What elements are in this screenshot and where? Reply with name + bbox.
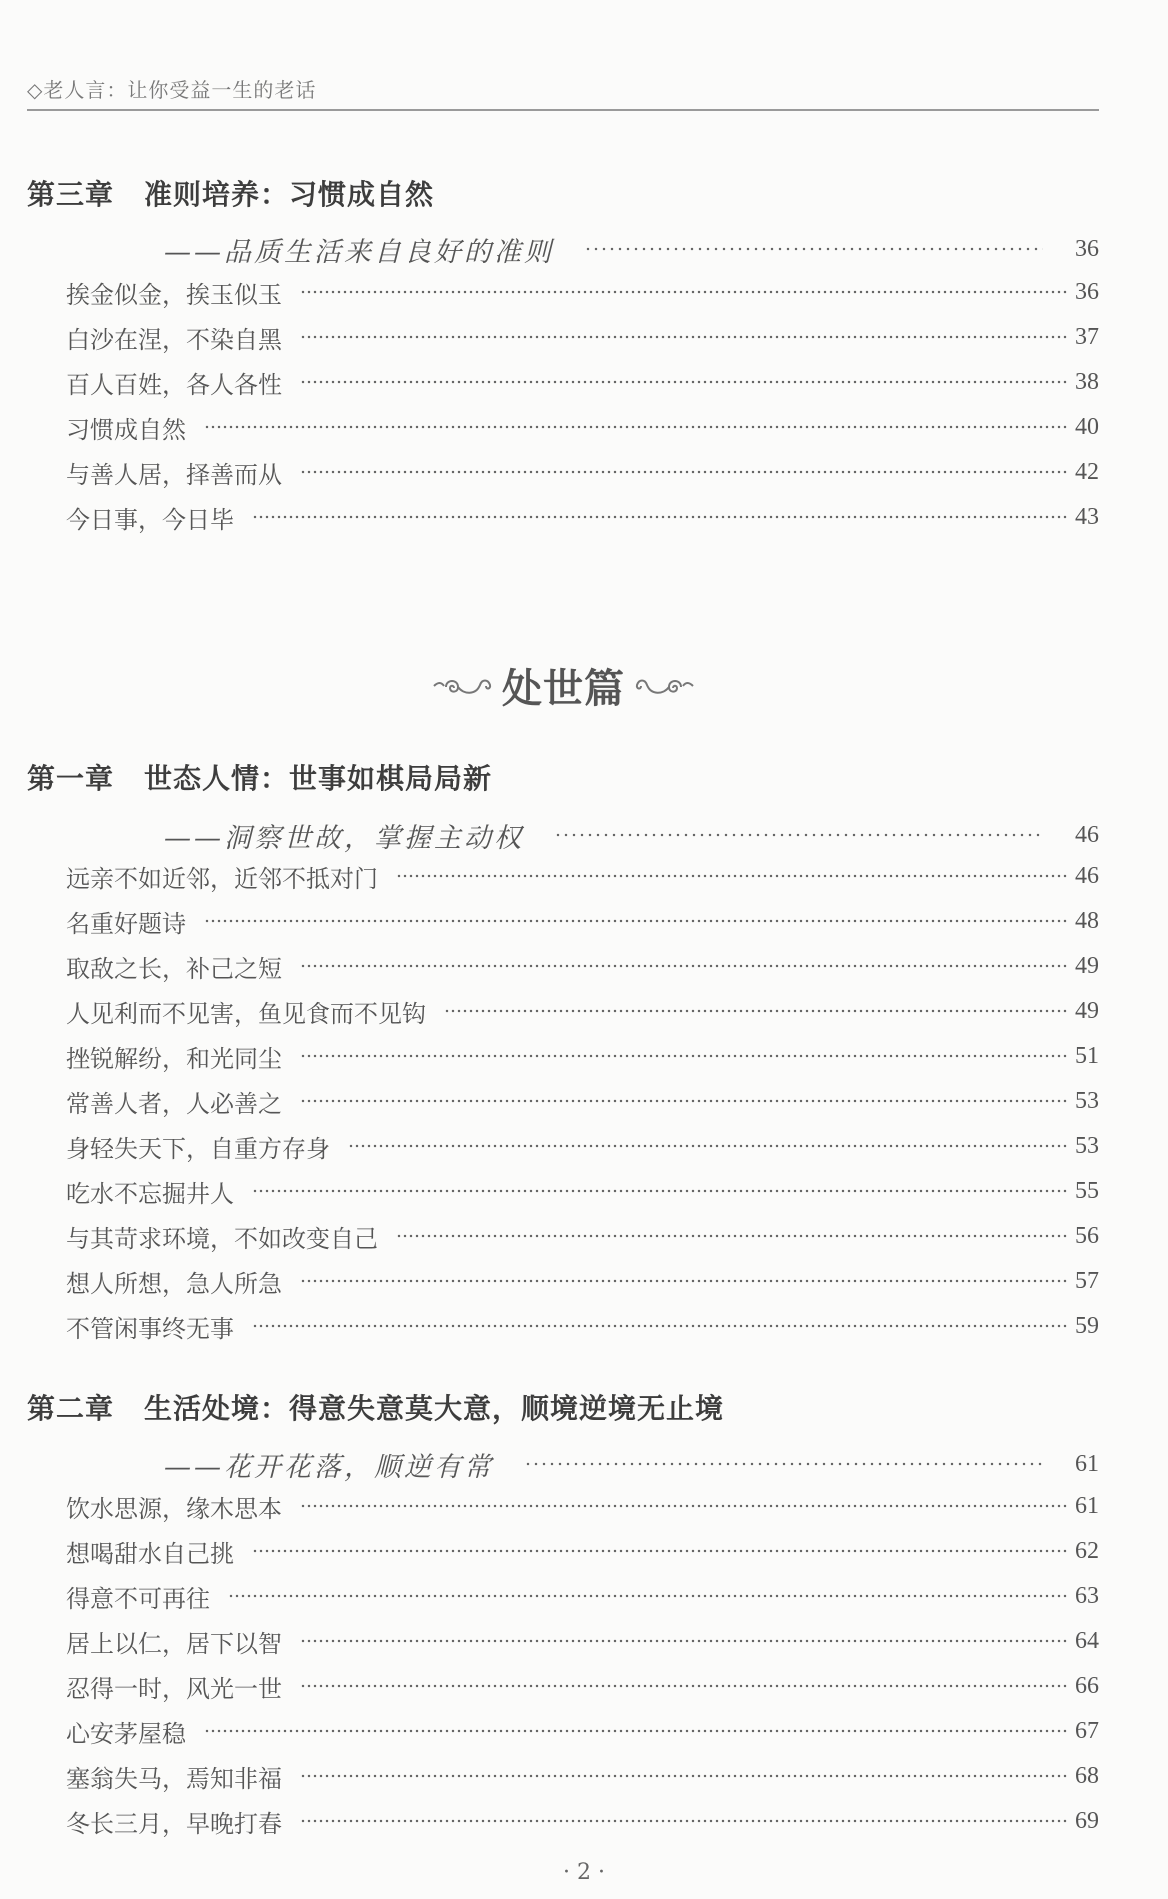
toc-entry[interactable]	[66, 991, 1099, 1031]
dot-leader	[300, 470, 1069, 474]
dot-leader	[252, 1189, 1069, 1193]
chapter-title: 世态人情：世事如棋局局新	[144, 762, 493, 795]
page-ref: 61	[1075, 1450, 1099, 1477]
chapter-number: 第一章	[27, 762, 115, 795]
page-ref: 53	[1075, 1087, 1099, 1114]
running-header: ◇老人言：让你受益一生的老话	[27, 78, 317, 102]
page-ref: 46	[1075, 862, 1099, 889]
toc-entry[interactable]	[66, 1081, 1099, 1121]
toc-entry[interactable]	[66, 1306, 1099, 1346]
dot-leader	[300, 1819, 1069, 1823]
section-title: 处世篇	[502, 665, 625, 712]
chapter-subtitle: ——洞察世故，掌握主动权	[164, 822, 524, 854]
dot-leader	[300, 380, 1069, 384]
toc-entry[interactable]	[66, 1126, 1099, 1166]
page-ref: 48	[1075, 907, 1099, 934]
toc-entry[interactable]	[66, 1261, 1099, 1301]
chapter-subtitle-row[interactable]	[164, 1444, 1099, 1484]
toc-entry[interactable]	[66, 946, 1099, 986]
toc-entry[interactable]	[66, 1036, 1099, 1076]
entry-title: 想人所想，急人所急	[66, 1269, 282, 1298]
dot-leader	[204, 919, 1069, 923]
page-ref: 46	[1075, 821, 1099, 848]
toc-entry[interactable]	[66, 1171, 1099, 1211]
entry-title: 居上以仁，居下以智	[66, 1629, 282, 1658]
toc-entry[interactable]	[66, 901, 1099, 941]
toc-entry[interactable]	[66, 1621, 1099, 1661]
page-ref: 55	[1075, 1177, 1099, 1204]
dot-leader	[204, 425, 1069, 429]
toc-entry[interactable]	[66, 362, 1099, 402]
page-ref: 51	[1075, 1042, 1099, 1069]
header-rule	[27, 109, 1099, 111]
page-number: · 2 ·	[563, 1860, 605, 1885]
dot-leader	[228, 1594, 1069, 1598]
dot-leader	[300, 1504, 1069, 1508]
toc-entry[interactable]	[66, 497, 1099, 537]
dot-leader	[584, 247, 1043, 251]
entry-title: 习惯成自然	[66, 415, 186, 444]
entry-title: 不管闲事终无事	[66, 1314, 234, 1343]
dot-leader	[300, 1279, 1069, 1283]
page-ref: 56	[1075, 1222, 1099, 1249]
chapter-subtitle: ——品质生活来自良好的准则	[164, 236, 554, 268]
chapter-title: 生活处境：得意失意莫大意，顺境逆境无止境	[144, 1392, 725, 1425]
toc-entry[interactable]	[66, 1531, 1099, 1571]
page-ref: 69	[1075, 1807, 1099, 1834]
chapter-number: 第二章	[27, 1392, 115, 1425]
page-ref: 59	[1075, 1312, 1099, 1339]
entry-title: 心安茅屋稳	[66, 1719, 186, 1748]
page-ref: 63	[1075, 1582, 1099, 1609]
chapter-heading	[27, 757, 492, 797]
page-ref: 49	[1075, 952, 1099, 979]
entry-title: 与其苛求环境，不如改变自己	[66, 1224, 378, 1253]
dot-leader	[524, 1462, 1043, 1466]
dot-leader	[300, 335, 1069, 339]
dot-leader	[300, 290, 1069, 294]
dot-leader	[300, 1684, 1069, 1688]
entry-title: 与善人居，择善而从	[66, 460, 282, 489]
dot-leader	[252, 1324, 1069, 1328]
dot-leader	[554, 833, 1043, 837]
chapter-subtitle-row[interactable]	[164, 229, 1099, 269]
entry-title: 名重好题诗	[66, 909, 186, 938]
toc-entry[interactable]	[66, 452, 1099, 492]
toc-entry[interactable]	[66, 1666, 1099, 1706]
dot-leader	[300, 1774, 1069, 1778]
chapter-heading	[27, 1387, 724, 1427]
ornament-left-icon	[432, 671, 494, 701]
dot-leader	[300, 1054, 1069, 1058]
toc-entry[interactable]	[66, 1711, 1099, 1751]
dot-leader	[396, 1234, 1069, 1238]
page-ref: 42	[1075, 458, 1099, 485]
toc-entry[interactable]	[66, 1756, 1099, 1796]
toc-entry[interactable]	[66, 1486, 1099, 1526]
entry-title: 今日事，今日毕	[66, 505, 234, 534]
page-ref: 64	[1075, 1627, 1099, 1654]
page-ref: 43	[1075, 503, 1099, 530]
chapter-title: 准则培养：习惯成自然	[144, 178, 435, 211]
entry-title: 挫锐解纷，和光同尘	[66, 1044, 282, 1073]
entry-title: 想喝甜水自己挑	[66, 1539, 234, 1568]
entry-title: 得意不可再往	[66, 1584, 210, 1613]
page-ref: 36	[1075, 235, 1099, 262]
dot-leader	[300, 1099, 1069, 1103]
entry-title: 塞翁失马，焉知非福	[66, 1764, 282, 1793]
dot-leader	[444, 1009, 1069, 1013]
page-ref: 62	[1075, 1537, 1099, 1564]
page-ref: 68	[1075, 1762, 1099, 1789]
chapter-subtitle: ——花开花落，顺逆有常	[164, 1451, 494, 1483]
dot-leader	[204, 1729, 1069, 1733]
toc-entry[interactable]	[66, 407, 1099, 447]
ornament-right-icon	[633, 671, 695, 701]
entry-title: 吃水不忘掘井人	[66, 1179, 234, 1208]
page-ref: 49	[1075, 997, 1099, 1024]
dot-leader	[252, 1549, 1069, 1553]
dot-leader	[300, 1639, 1069, 1643]
dot-leader	[300, 964, 1069, 968]
entry-title: 人见利而不见害，鱼见食而不见钩	[66, 999, 426, 1028]
page-ref: 61	[1075, 1492, 1099, 1519]
entry-title: 远亲不如近邻，近邻不抵对门	[66, 864, 378, 893]
page-ref: 36	[1075, 278, 1099, 305]
entry-title: 忍得一时，风光一世	[66, 1674, 282, 1703]
toc-entry[interactable]	[66, 272, 1099, 312]
page-ref: 67	[1075, 1717, 1099, 1744]
toc-entry[interactable]	[66, 317, 1099, 357]
toc-entry[interactable]	[66, 1801, 1099, 1841]
entry-title: 饮水思源，缘木思本	[66, 1494, 282, 1523]
entry-title: 取敌之长，补己之短	[66, 954, 282, 983]
chapter-subtitle-row[interactable]	[164, 815, 1099, 855]
chapter-heading	[27, 173, 434, 213]
toc-entry[interactable]	[66, 1576, 1099, 1616]
dot-leader	[252, 515, 1069, 519]
entry-title: 白沙在涅，不染自黑	[66, 325, 282, 354]
page-ref: 38	[1075, 368, 1099, 395]
entry-title: 冬长三月，早晚打春	[66, 1809, 282, 1838]
section-heading	[427, 657, 700, 714]
entry-title: 身轻失天下，自重方存身	[66, 1134, 330, 1163]
entry-title: 百人百姓，各人各性	[66, 370, 282, 399]
page-ref: 57	[1075, 1267, 1099, 1294]
page-ref: 53	[1075, 1132, 1099, 1159]
toc-entry[interactable]	[66, 1216, 1099, 1256]
page-ref: 37	[1075, 323, 1099, 350]
dot-leader	[348, 1144, 1069, 1148]
entry-title: 常善人者，人必善之	[66, 1089, 282, 1118]
dot-leader	[396, 874, 1069, 878]
toc-entry[interactable]	[66, 856, 1099, 896]
chapter-number: 第三章	[27, 178, 115, 211]
entry-title: 挨金似金，挨玉似玉	[66, 280, 282, 309]
page-ref: 40	[1075, 413, 1099, 440]
page-ref: 66	[1075, 1672, 1099, 1699]
